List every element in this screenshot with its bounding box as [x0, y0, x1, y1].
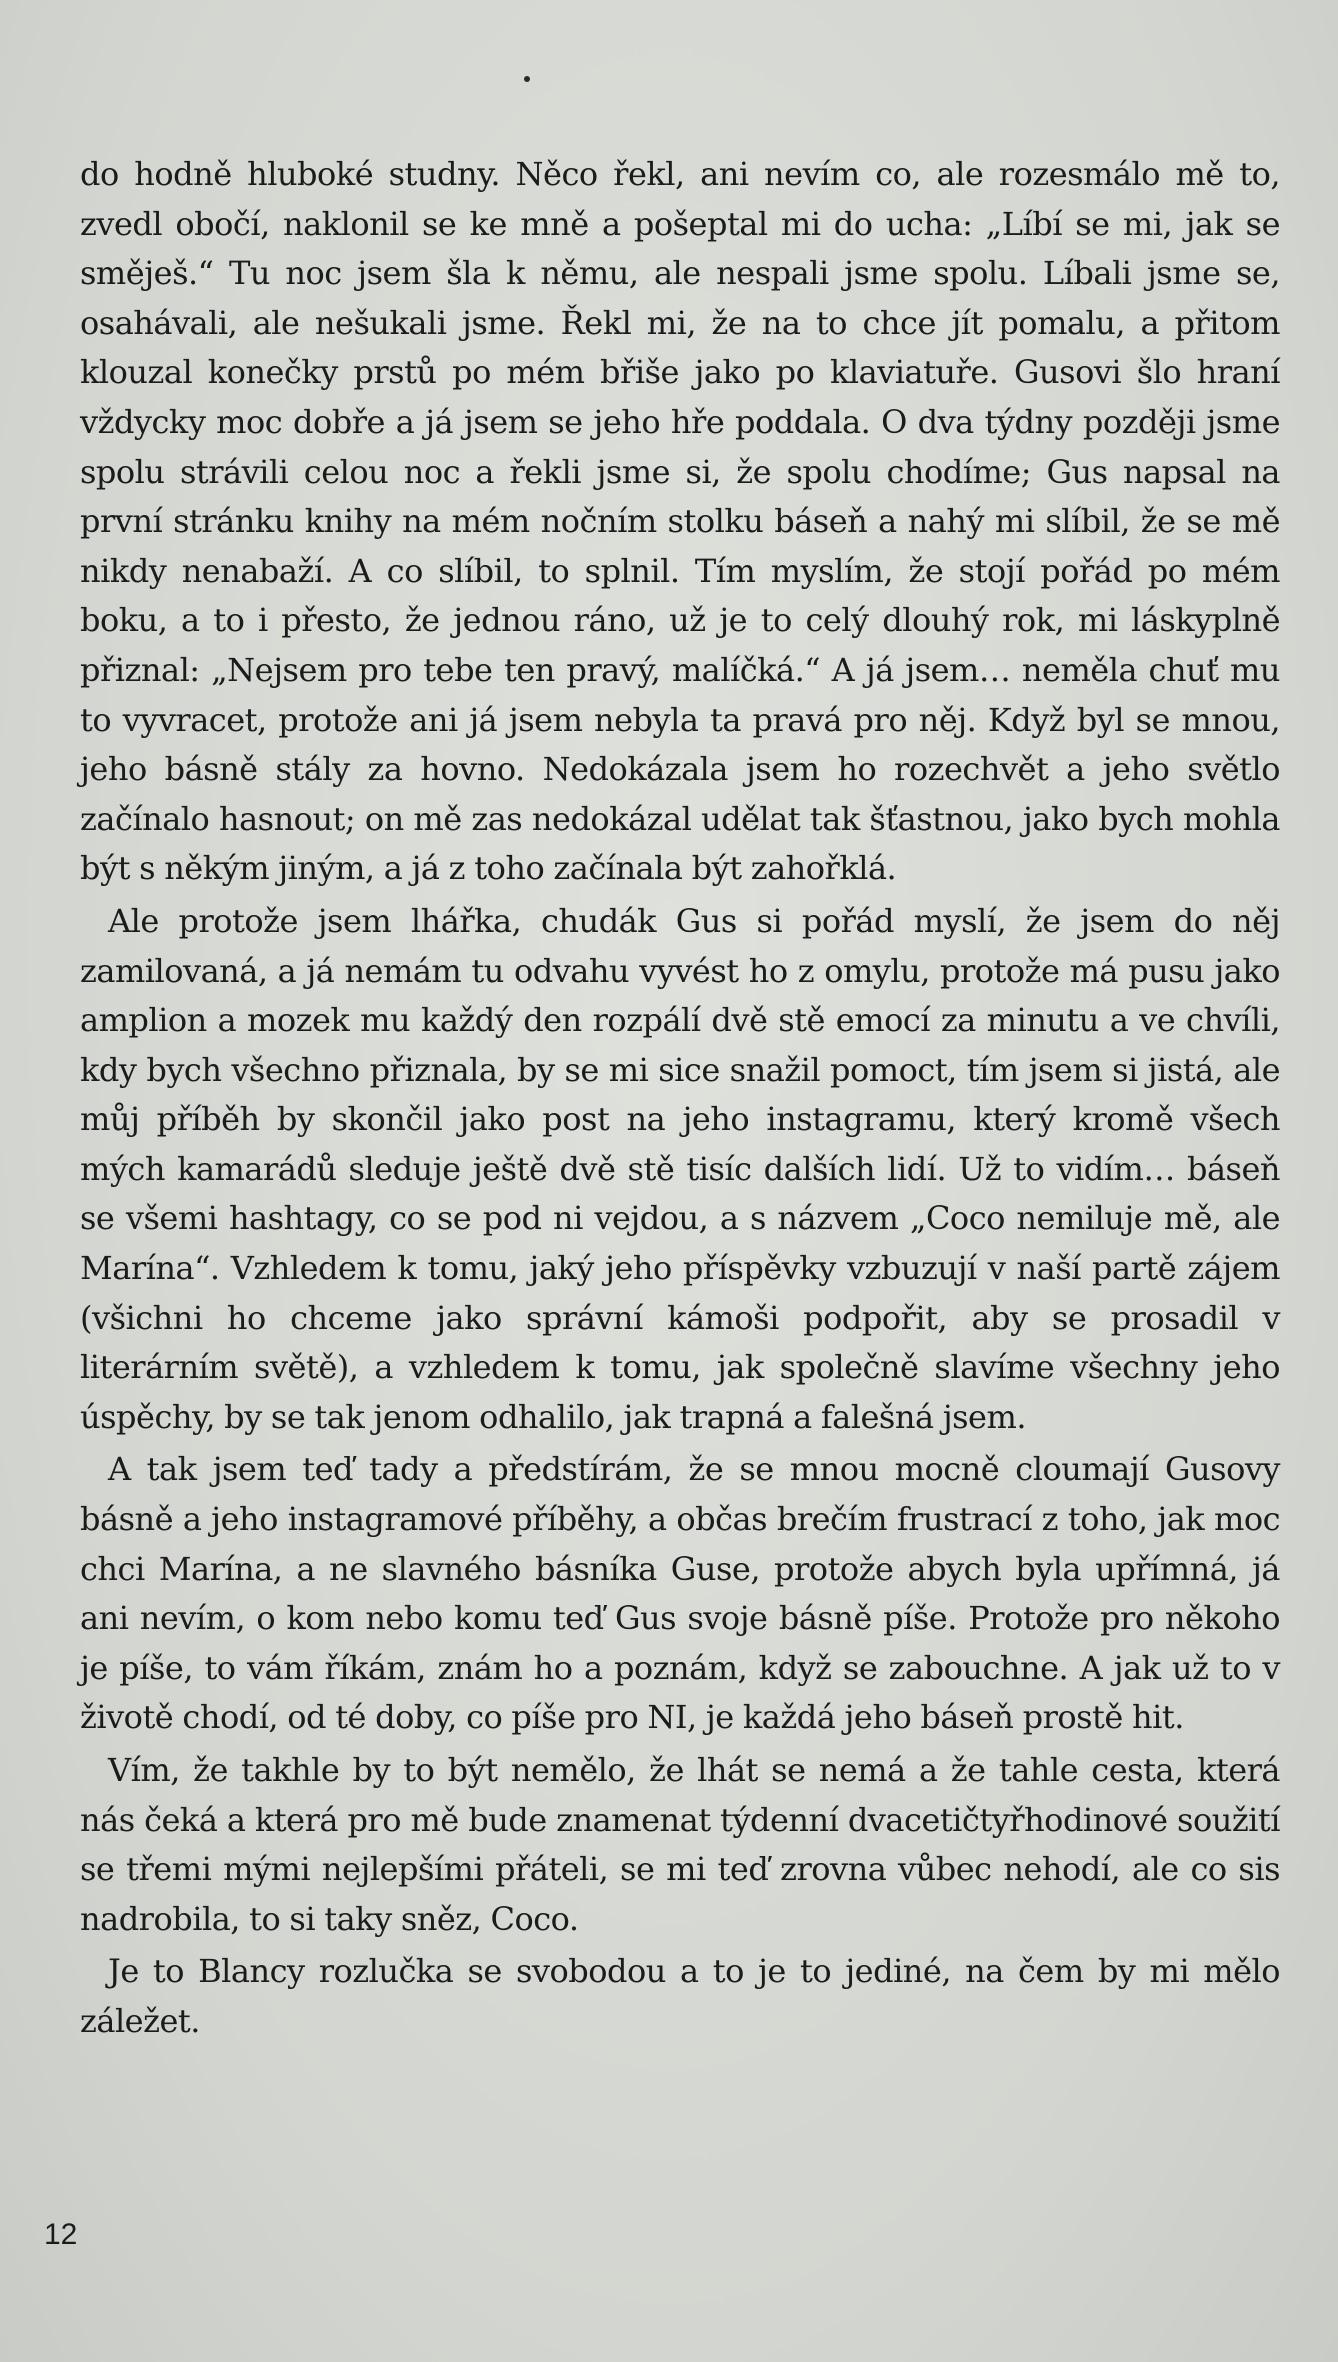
- printer-dot: [524, 76, 530, 82]
- page-number: 12: [44, 2218, 78, 2251]
- paragraph-3: A tak jsem teď tady a předstírám, že se mnou mocně cloumají Gusovy básně a jeho instagramové příběhy, a občas brečím frustrací z toho, jak moc chci Marína, a ne slavného básníka Guse, protože abych byla upřímná, já ani nevím, o kom nebo komu teď Gus svoje básně píše. Protože pro někoho je píše, to vám říkám, znám ho a poznám, když se zabouchne. A jak už to v životě chodí, od té doby, co píše pro NI, je každá jeho báseň prostě hit.: [80, 1450, 1280, 1737]
- paragraph-1: do hodně hluboké studny. Něco řekl, ani nevím co, ale rozesmálo mě to, zvedl obočí, naklonil se ke mně a pošeptal mi do ucha: „Líbí se mi, jak se směješ.“ Tu noc jsem šla k němu, ale nespali jsme spolu. Líbali jsme se, osahávali, ale nešukali jsme. Řekl mi, že na to chce jít pomalu, a přitom klouzal konečky prstů po mém břiše jako po klaviatuře. Gusovi šlo hraní vždycky moc dobře a já jsem se jeho hře poddala. O dva týdny později jsme spolu strávili celou noc a řekli jsme si, že spolu chodíme; Gus napsal na první stránku knihy na mém nočním stolku báseň a nahý mi slíbil, že se mě nikdy nenabaží. A co slíbil, to splnil. Tím myslím, že stojí pořád po mém boku, a to i přesto, že jednou ráno, už je to celý dlouhý rok, mi láskyplně přiznal: „Nejsem pro tebe ten pravý, malíčká.“ A já jsem… neměla chuť mu to vyvracet, protože ani já jsem nebyla ta pravá pro něj. Když byl se mnou, jeho básně stály za hovno. Nedokázala jsem ho rozechvět a jeho světlo začínalo hasnout; on mě zas nedokázal udělat tak šťastnou, jako bych mohla být s někým jiným, a já z toho začínala být zahořklá.: [80, 155, 1280, 888]
- paragraph-2: Ale protože jsem lhářka, chudák Gus si pořád myslí, že jsem do něj zamilovaná, a já nemám tu odvahu vyvést ho z omylu, protože má pusu jako amplion a mozek mu každý den rozpálí dvě stě emocí za minutu a ve chvíli, kdy bych všechno přiznala, by se mi sice snažil pomoct, tím jsem si jistá, ale můj příběh by skončil jako post na jeho instagramu, který kromě všech mých kamarádů sleduje ještě dvě stě tisíc dalších lidí. Už to vidím… báseň se všemi hashtagy, co se pod ni vejdou, a s názvem „Coco nemiluje mě, ale Marína“. Vzhledem k tomu, jaký jeho příspěvky vzbuzují v naší partě zájem (všichni ho chceme jako správní kámoši podpořit, aby se prosadil v literárním světě), a vzhledem k tomu, jak společně slavíme všechny jeho úspěchy, by se tak jenom odhalilo, jak trapná a falešná jsem.: [80, 901, 1280, 1436]
- body-text: [80, 150, 1280, 2050]
- paragraph-4: Vím, že takhle by to být nemělo, že lhát se nemá a že tahle cesta, která nás čeká a která pro mě bude znamenat týdenní dvacetičtyřhodinové soužití se třemi mými nejlepšími přáteli, se mi teď zrovna vůbec nehodí, ale co sis nadrobila, to si taky sněz, Coco.: [80, 1751, 1280, 1938]
- paragraph-5: Je to Blancy rozlučka se svobodou a to je to jediné, na čem by mi mělo záležet.: [80, 1952, 1280, 2040]
